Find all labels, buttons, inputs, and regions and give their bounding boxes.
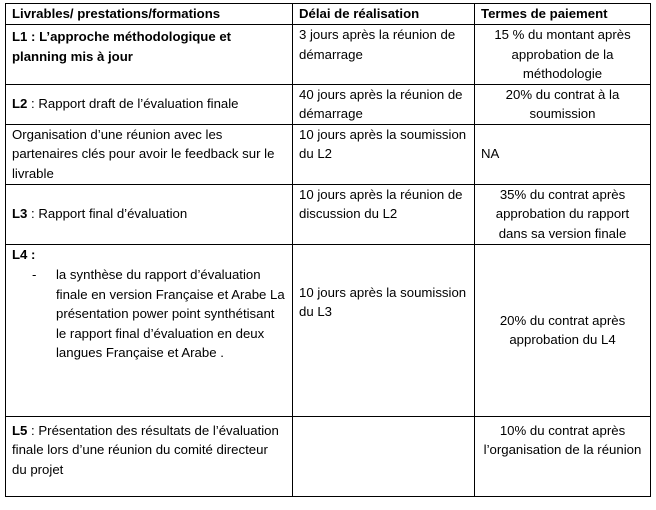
- header-payment: Termes de paiement: [475, 4, 651, 25]
- payment-cell: 20% du contrat après approbation du L4: [475, 244, 651, 416]
- payment-cell: 20% du contrat à la soumission: [475, 84, 651, 124]
- deliverable-code: L2: [12, 96, 28, 112]
- table-row: [6, 124, 651, 184]
- list-item-text: la synthèse du rapport d’évaluation finale en version Française et Arabe La présentation power point synthétisant le rapport final d’évaluation en deux langues Française et Arabe .: [56, 267, 285, 360]
- deliverable-cell: [6, 244, 293, 416]
- dash-bullet: -: [32, 267, 37, 282]
- list-item: [12, 265, 286, 363]
- deliverable-label: : Présentation des résultats de l’évaluation finale lors d’une réunion du comité directeur du projet: [12, 422, 279, 477]
- payment-cell: NA: [475, 124, 651, 184]
- delay-cell: 10 jours après la réunion de discussion du L2: [293, 184, 475, 244]
- delay-cell: [293, 416, 475, 496]
- deliverable-cell: [6, 84, 293, 124]
- header-delay: Délai de réalisation: [293, 4, 475, 25]
- deliverable-label: : Rapport draft de l’évaluation finale: [27, 96, 239, 112]
- table-row: [6, 416, 651, 496]
- deliverable-code: L3: [12, 206, 28, 222]
- payment-cell: 15 % du montant après approbation de la méthodologie: [475, 25, 651, 85]
- payment-cell: 10% du contrat après l’organisation de la réunion: [475, 416, 651, 496]
- delay-cell: 3 jours après la réunion de démarrage: [293, 25, 475, 85]
- deliverable-label: :: [27, 246, 36, 262]
- delay-text: 10 jours après la soumission du L3: [299, 284, 467, 319]
- deliverable-cell: Organisation d’une réunion avec les partenaires clés pour avoir le feedback sur le livrable: [6, 124, 293, 184]
- header-deliverables: Livrables/ prestations/formations: [6, 4, 293, 25]
- table-row: [6, 244, 651, 416]
- table-row: [6, 84, 651, 124]
- deliverables-table: [5, 3, 651, 497]
- delay-cell: [293, 244, 475, 416]
- deliverable-code: L4: [12, 246, 28, 262]
- table-row: [6, 25, 651, 85]
- deliverable-cell: [6, 416, 293, 496]
- deliverable-cell: [6, 184, 293, 244]
- deliverable-label: : Rapport final d’évaluation: [27, 206, 188, 222]
- deliverable-code: L5: [12, 422, 28, 438]
- delay-cell: 10 jours après la soumission du L2: [293, 124, 475, 184]
- table-row: [6, 184, 651, 244]
- deliverable-label: L1 : L’approche méthodologique et planning mis à jour: [12, 29, 232, 64]
- delay-cell: 40 jours après la réunion de démarrage: [293, 84, 475, 124]
- payment-cell: 35% du contrat après approbation du rapport dans sa version finale: [475, 184, 651, 244]
- header-row: [6, 4, 651, 25]
- deliverable-cell: [6, 25, 293, 85]
